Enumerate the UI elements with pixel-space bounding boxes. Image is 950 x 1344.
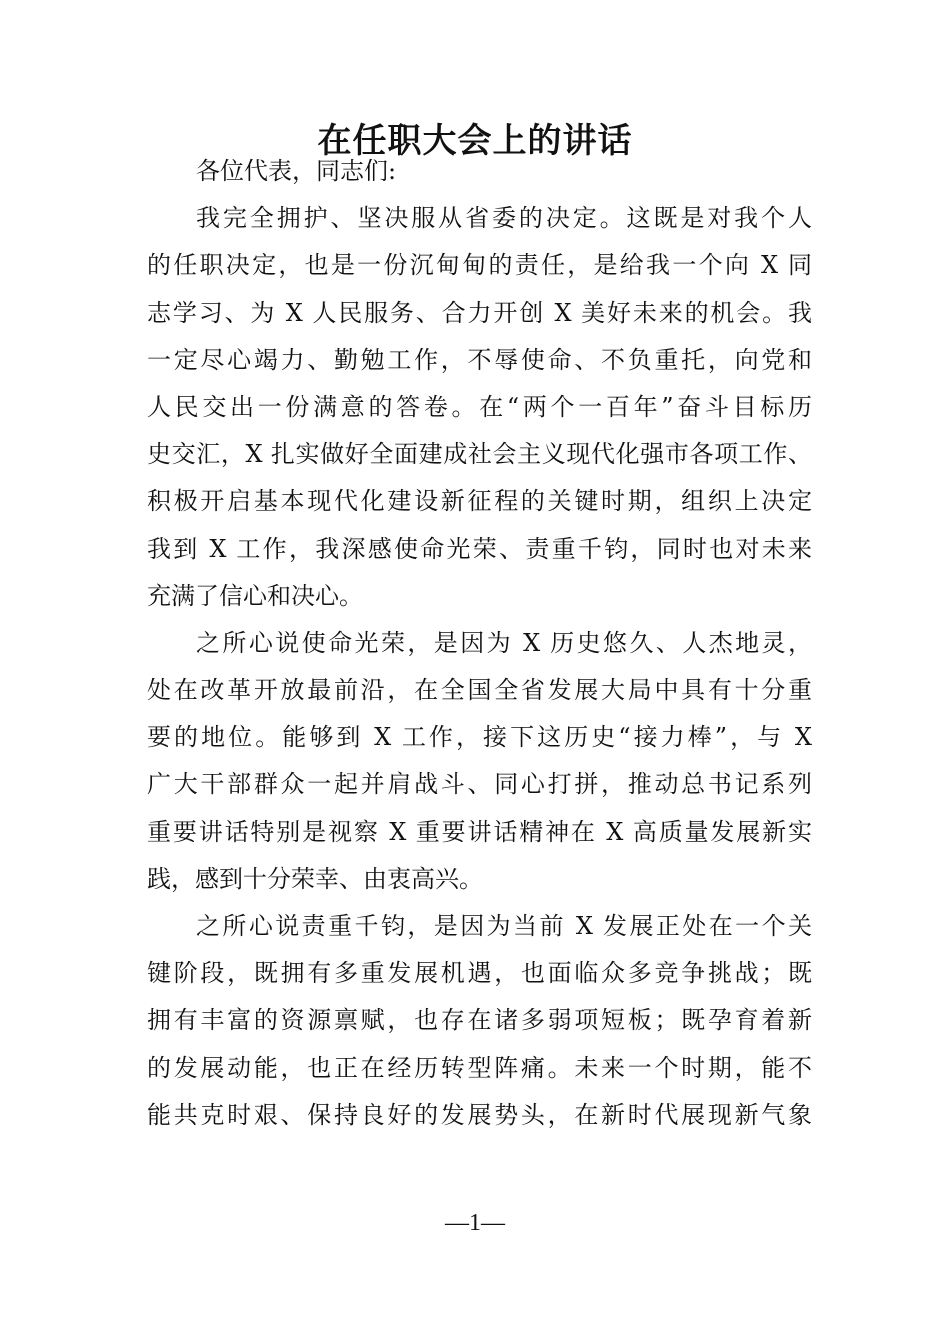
paragraph-line: 拥有丰富的资源禀赋，也存在诸多弱项短板；既孕育着新 [147,1006,812,1035]
paragraph-line: 践，感到十分荣幸、由衷高兴。 [147,864,483,893]
salutation: 各位代表，同志们: [196,157,397,185]
paragraph-line: 的任职决定，也是一份沉甸甸的责任，是给我一个向 X 同 [147,251,812,280]
paragraph-line: 我到 X 工作，我深感使命光荣、责重千钧，同时也对未来 [147,534,812,563]
paragraph-line: 之所心说使命光荣，是因为 X 历史悠久、人杰地灵， [196,628,812,657]
paragraph-line: 键阶段，既拥有多重发展机遇，也面临众多竞争挑战；既 [147,959,812,988]
paragraph-line: 人民交出一份满意的答卷。在“两个一百年”奋斗目标历 [147,392,812,421]
document-title: 在任职大会上的讲话 [317,121,633,161]
paragraph-line: 处在改革开放最前沿，在全国全省发展大局中具有十分重 [147,676,812,705]
paragraph-line: 的发展动能，也正在经历转型阵痛。未来一个时期，能不 [147,1053,812,1082]
paragraph-line: 充满了信心和决心。 [147,581,363,610]
paragraph-line: 志学习、为 X 人民服务、合力开创 X 美好未来的机会。我 [147,298,812,327]
paragraph-line: 史交汇，X 扎实做好全面建成社会主义现代化强市各项工作、 [147,440,812,469]
paragraph-line: 广大干部群众一起并肩战斗、同心打拼，推动总书记系列 [147,770,812,799]
page-number: —1— [445,1210,505,1236]
paragraph-line: 一定尽心竭力、勤勉工作，不辱使命、不负重托，向党和 [147,345,812,374]
paragraph-line: 我完全拥护、坚决服从省委的决定。这既是对我个人 [196,204,812,233]
document-body [147,148,812,1139]
paragraph-line: 积极开启基本现代化建设新征程的关键时期，组织上决定 [147,487,812,516]
paragraph-line: 能共克时艰、保持良好的发展势头，在新时代展现新气象 [147,1100,812,1129]
paragraph-line: 之所心说责重千钧，是因为当前 X 发展正处在一个关 [196,912,812,940]
paragraph-line: 重要讲话特别是视察 X 重要讲话精神在 X 高质量发展新实 [147,817,812,846]
paragraph-line: 要的地位。能够到 X 工作，接下这历史“接力棒”，与 X [147,723,812,752]
